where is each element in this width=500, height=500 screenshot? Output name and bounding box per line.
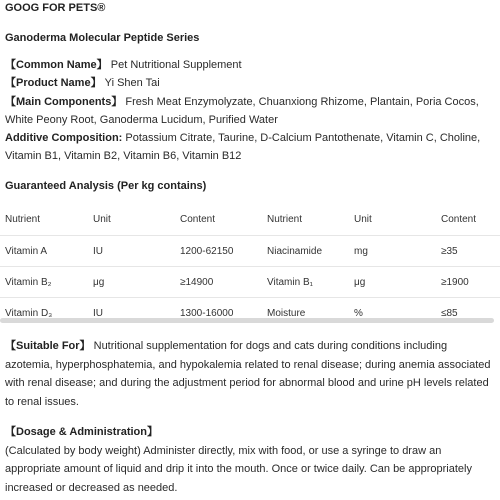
dosage-section [5, 423, 495, 497]
additive-composition-label: Additive Composition: [5, 132, 123, 145]
table-cell: Vitamin A [0, 236, 88, 267]
table-cell: ≥35 [436, 236, 500, 267]
series-title: Ganoderma Molecular Peptide Series [5, 32, 200, 44]
table-cell: ≥1900 [436, 267, 500, 298]
table-cell: μg [88, 267, 175, 298]
table-cell: Niacinamide [262, 236, 349, 267]
column-header: Unit [93, 213, 111, 225]
product-name-value: Yi Shen Tai [104, 77, 160, 90]
table-cell: Vitamin D₃ [0, 298, 88, 328]
analysis-table-container[interactable] [0, 203, 500, 327]
table-cell: ≥14900 [175, 267, 262, 298]
guaranteed-analysis-title: Guaranteed Analysis (Per kg contains) [5, 180, 207, 192]
main-components-label: 【Main Components】 [5, 95, 123, 108]
common-name-line [5, 56, 495, 74]
table-horizontal-scrollbar[interactable] [0, 318, 494, 323]
column-header: Content [180, 213, 216, 225]
product-name-label: 【Product Name】 [5, 77, 102, 90]
additive-composition-line [5, 129, 495, 166]
table-cell: IU [88, 298, 175, 328]
table-cell: ≤85 [436, 298, 500, 328]
table-row [0, 236, 500, 267]
column-header: Content [441, 213, 477, 225]
table-cell: 1200-62150 [175, 236, 262, 267]
additive-composition-value: Potassium Citrate, Taurine, D-Calcium Pantothenate, Vitamin C, Choline, Vitamin B1, Vitamin B2, Vitamin B6, Vitamin B12 [5, 132, 481, 163]
brand-name: GOOG FOR PETS® [5, 2, 106, 14]
table-cell: Moisture [262, 298, 349, 328]
common-name-label: 【Common Name】 [5, 59, 108, 71]
main-components-line [5, 93, 495, 130]
column-header: Nutrient [5, 213, 41, 225]
table-row [0, 267, 500, 298]
suitable-for-value: Nutritional supplementation for dogs and cats during conditions including azotemia, hyperphosphatemia, and hypokalemia related to renal disease; during anemia associated with renal disease; and during the adjustment period for abnormal blood and urine pH levels related to renal issues. [5, 340, 491, 408]
product-name-line [5, 74, 495, 92]
common-name-value: Pet Nutritional Supplement [110, 59, 242, 71]
table-cell: 1300-16000 [175, 298, 262, 328]
table-cell: μg [349, 267, 436, 298]
table-cell: % [349, 298, 436, 328]
suitable-for-section [5, 337, 497, 411]
dosage-text: (Calculated by body weight) Administer directly, mix with food, or use a syringe to draw an appropriate amount of liquid and drip it into the mouth. Once or twice daily. Can be appropriately increased or decreased as needed. [5, 444, 472, 494]
table-header-row [0, 203, 500, 236]
analysis-table [0, 203, 500, 327]
column-header: Unit [354, 213, 372, 225]
suitable-for-line [5, 337, 497, 411]
dosage-title: 【Dosage & Administration】 [5, 426, 158, 438]
table-cell: Vitamin B₁ [262, 267, 349, 298]
suitable-for-label: 【Suitable For】 [5, 340, 91, 352]
table-cell: mg [349, 236, 436, 267]
table-cell: Vitamin B₂ [0, 267, 88, 298]
column-header: Nutrient [267, 213, 303, 225]
main-components-value: Fresh Meat Enzymolyzate, Chuanxiong Rhizome, Plantain, Poria Cocos, White Peony Root, Ganoderma Lucidum, Purified Water [5, 95, 479, 126]
table-cell: IU [88, 236, 175, 267]
product-info-section [5, 56, 495, 166]
